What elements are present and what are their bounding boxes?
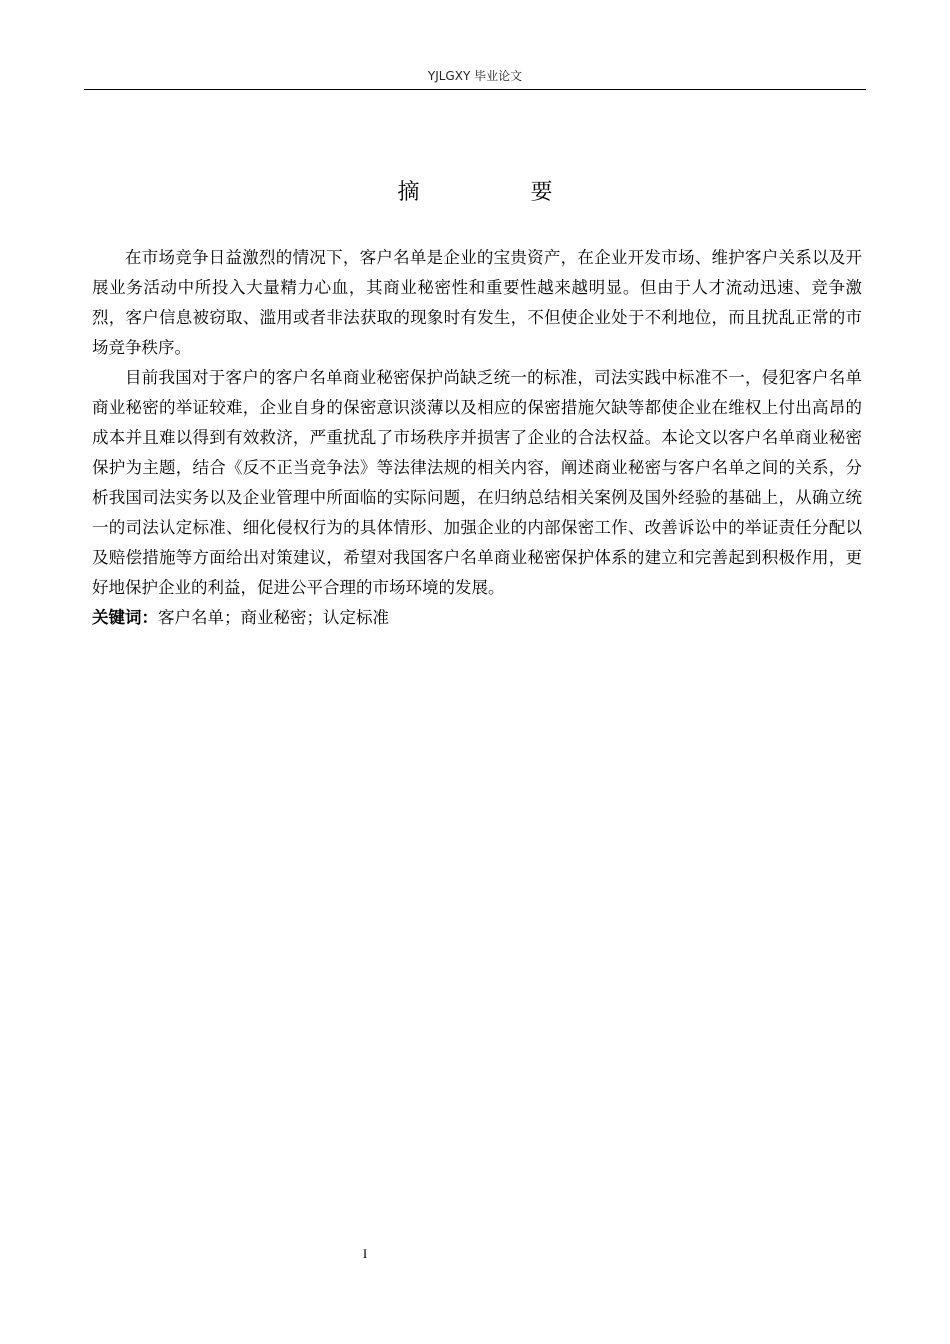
abstract-title: 摘 要 [397,180,605,205]
header-rule [84,89,866,90]
page-number: I [362,1246,368,1261]
keywords-value: 客户名单；商业秘密；认定标准 [158,608,389,627]
abstract-paragraph-2: 目前我国对于客户的客户名单商业秘密保护尚缺乏统一的标准，司法实践中标准不一，侵犯客户名单商业秘密的举证较难，企业自身的保密意识淡薄以及相应的保密措施欠缺等都使企业在维权上付出高昂的成本并且难以得到有效救济，严重扰乱了市场秩序并损害了企业的合法权益。本论文以客户名单商业秘密保护为主题，结合《反不正当竞争法》等法律法规的相关内容，阐述商业秘密与客户名单之间的关系，分析我国司法实务以及企业管理中所面临的实际问题，在归纳总结相关案例及国外经验的基础上，从确立统一的司法认定标准、细化侵权行为的具体情形、加强企业的内部保密工作、改善诉讼中的举证责任分配以及赔偿措施等方面给出对策建议，希望对我国客户名单商业秘密保护体系的建立和完善起到积极作用，更好地保护企业的利益，促进公平合理的市场环境的发展。 [92,368,862,597]
abstract-body [92,243,862,633]
page-header: YJLGXY 毕业论文 [427,69,523,83]
keywords-line [92,603,862,633]
keywords-label: 关键词： [92,608,158,627]
abstract-paragraph-1: 在市场竞争日益激烈的情况下，客户名单是企业的宝贵资产，在企业开发市场、维护客户关系以及开展业务活动中所投入大量精力心血，其商业秘密性和重要性越来越明显。但由于人才流动迅速、竞争激烈，客户信息被窃取、滥用或者非法获取的现象时有发生，不但使企业处于不利地位，而且扰乱正常的市场竞争秩序。 [92,248,862,357]
